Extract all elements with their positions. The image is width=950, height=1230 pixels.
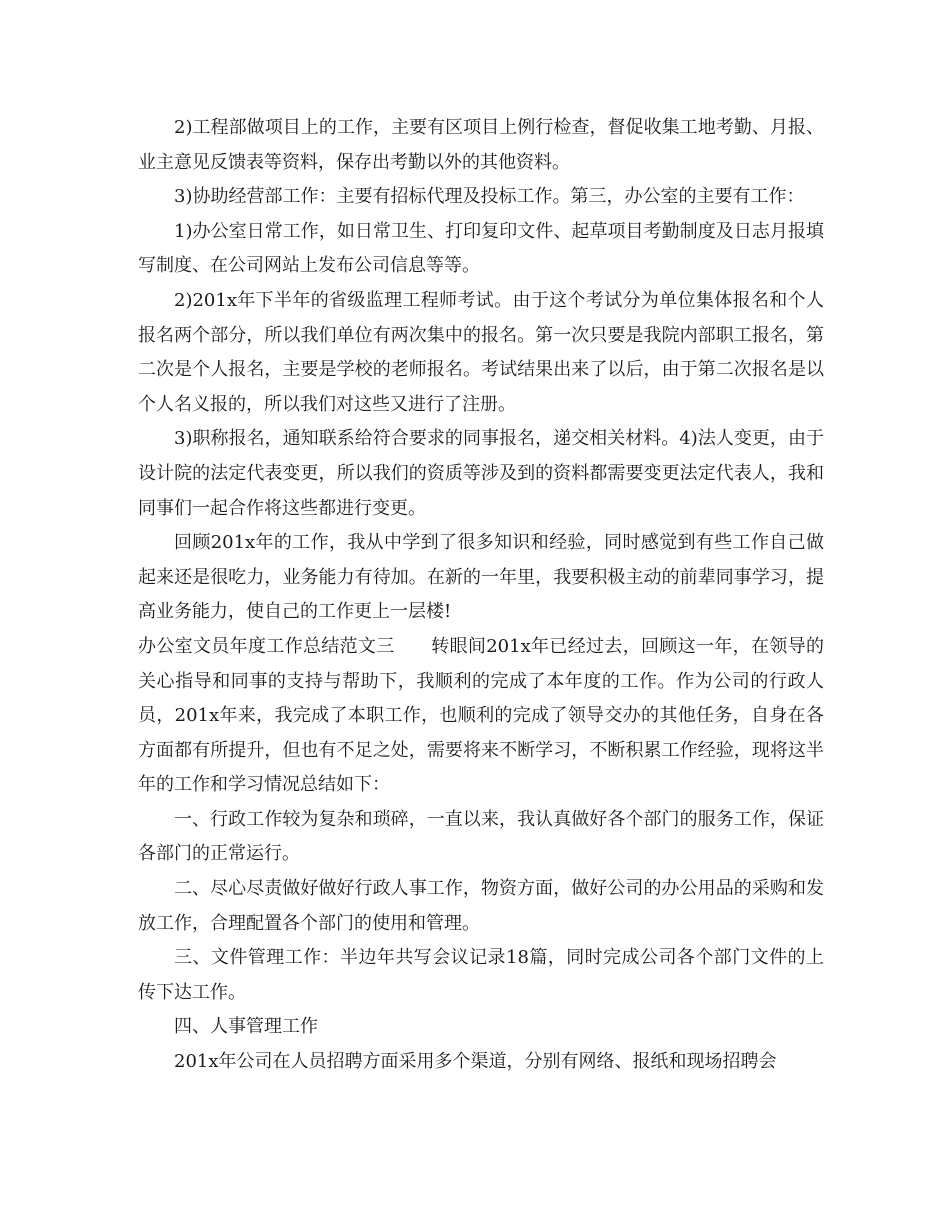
paragraph-engineer-exam: 2)201x年下半年的省级监理工程师考试。由于这个考试分为单位集体报名和个人报名两个部分，所以我们单位有两次集中的报名。第一次只要是我院内部职工报名，第二次是个人报名，主要是学校的老师报名。考试结果出来了以后，由于第二次报名是以个人名义报的，所以我们对这些又进行了注册。	[138, 289, 824, 415]
paragraph-sample-three-intro: 办公室文员年度工作总结范文三 转眼间201x年已经过去，回顾这一年，在领导的关心指导和同事的支持与帮助下，我顺利的完成了本年度的工作。作为公司的行政人员，201x年来，我完成了本职工作，也顺利的完成了领导交办的其他任务，自身在各方面都有所提升，但也有不足之处，需要将来不断学习，不断积累工作经验，现将这半年的工作和学习情况总结如下：	[138, 635, 824, 796]
paragraph-admin-work: 一、行政工作较为复杂和琐碎，一直以来，我认真做好各个部门的服务工作，保证各部门的正常运行。	[138, 808, 824, 865]
paragraph-business-dept: 3)协助经营部工作：主要有招标代理及投标工作。第三，办公室的主要有工作：	[174, 186, 805, 208]
paragraph-hr-heading: 四、人事管理工作	[174, 1016, 318, 1038]
paragraph-recruitment: 201x年公司在人员招聘方面采用多个渠道，分别有网络、报纸和现场招聘会	[174, 1051, 777, 1073]
paragraph-review: 回顾201x年的工作，我从中学到了很多知识和经验，同时感觉到有些工作自己做起来还是很吃力，业务能力有待加。在新的一年里，我要积极主动的前辈同事学习，提高业务能力，使自己的工作更上一层楼!	[138, 532, 824, 623]
paragraph-hr-supplies: 二、尽心尽责做好做好行政人事工作，物资方面，做好公司的办公用品的采购和发放工作，合理配置各个部门的使用和管理。	[138, 878, 824, 934]
paragraph-file-management: 三、文件管理工作：半边年共写会议记录18篇，同时完成公司各个部门文件的上传下达工作。	[138, 947, 824, 1003]
paragraph-title-registration: 3)职称报名，通知联系给符合要求的同事报名，递交相关材料。4)法人变更，由于设计院的法定代表变更，所以我们的资质等涉及到的资料都需要变更法定代表人，我和同事们一起合作将这些都进行变更。	[138, 428, 824, 519]
document-body	[138, 111, 824, 1080]
paragraph-engineering-dept: 2)工程部做项目上的工作，主要有区项目上例行检查，督促收集工地考勤、月报、业主意见反馈表等资料，保存出考勤以外的其他资料。	[138, 117, 824, 173]
paragraph-office-daily-work: 1)办公室日常工作，如日常卫生、打印复印文件、起草项目考勤制度及日志月报填写制度、在公司网站上发布公司信息等等。	[138, 220, 824, 277]
